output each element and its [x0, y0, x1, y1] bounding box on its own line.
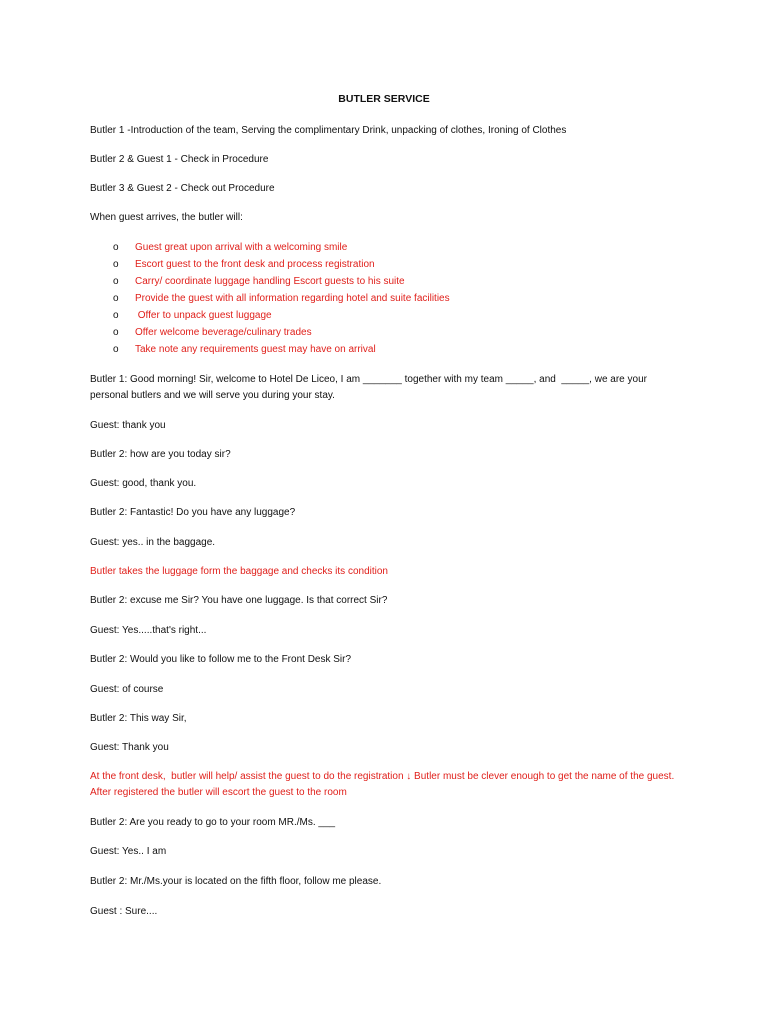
- intro-line-roles-butler-1: Butler 1 -Introduction of the team, Serving the complimentary Drink, unpacking of clothes, Ironing of Clothes: [90, 125, 567, 136]
- dialogue-line: Butler 2: Mr./Ms.your is located on the fifth floor, follow me please.: [90, 876, 382, 887]
- dialogue-line: Guest: Thank you: [90, 742, 169, 753]
- list-item: o Escort guest to the front desk and process registration: [90, 256, 650, 273]
- arrival-intro-line: When guest arrives, the butler will:: [90, 212, 243, 223]
- list-item: o Offer welcome beverage/culinary trades: [90, 324, 650, 341]
- intro-line-roles-butler-2: Butler 2 & Guest 1 - Check in Procedure: [90, 154, 269, 165]
- bullet-icon: o: [113, 259, 119, 270]
- dialogue-line: Butler 2: This way Sir,: [90, 713, 187, 724]
- dialogue-line: Guest: of course: [90, 684, 164, 695]
- dialogue-line: Guest: Yes.....that's right...: [90, 625, 207, 636]
- dialogue-line: Butler 2: excuse me Sir? You have one luggage. Is that correct Sir?: [90, 595, 388, 606]
- list-item: o Guest great upon arrival with a welcoming smile: [90, 239, 650, 256]
- dialogue-line: Guest: thank you: [90, 420, 166, 431]
- dialogue-line: Butler 1: Good morning! Sir, welcome to Hotel De Liceo, I am _______ together with my team _____, and _____, we are your personal butlers and we will serve you during your stay.: [90, 374, 650, 401]
- stage-direction: Butler takes the luggage form the baggage and checks its condition: [90, 566, 388, 577]
- dialogue-line: Butler 2: Fantastic! Do you have any luggage?: [90, 507, 296, 518]
- bullet-icon: o: [113, 293, 119, 304]
- stage-direction: At the front desk, butler will help/ assist the guest to do the registration ↓ Butler must be clever enough to get the name of the guest. After registered the butler will escort the guest to the room: [90, 771, 677, 798]
- dialogue-line: Butler 2: Are you ready to go to your room MR./Ms. ___: [90, 817, 336, 828]
- dialogue-line: Guest: yes.. in the baggage.: [90, 537, 216, 548]
- bullet-icon: o: [113, 310, 119, 321]
- document-title: BUTLER SERVICE: [338, 93, 430, 105]
- intro-line-roles-butler-3: Butler 3 & Guest 2 - Check out Procedure: [90, 183, 275, 194]
- dialogue-line: Butler 2: how are you today sir?: [90, 449, 231, 460]
- bullet-icon: o: [113, 242, 119, 253]
- bullet-icon: o: [113, 276, 119, 287]
- list-item: o Carry/ coordinate luggage handling Escort guests to his suite: [90, 273, 650, 290]
- bullet-icon: o: [113, 344, 119, 355]
- arrival-steps-list: [90, 239, 650, 358]
- dialogue-line: Guest: Yes.. I am: [90, 846, 167, 857]
- dialogue-line: Guest: good, thank you.: [90, 478, 197, 489]
- list-item: o Offer to unpack guest luggage: [90, 307, 650, 324]
- dialogue-line: Butler 2: Would you like to follow me to the Front Desk Sir?: [90, 654, 352, 665]
- bullet-icon: o: [113, 327, 119, 338]
- dialogue-line: Guest : Sure....: [90, 906, 158, 917]
- list-item: o Take note any requirements guest may have on arrival: [90, 341, 650, 358]
- list-item: o Provide the guest with all information regarding hotel and suite facilities: [90, 290, 650, 307]
